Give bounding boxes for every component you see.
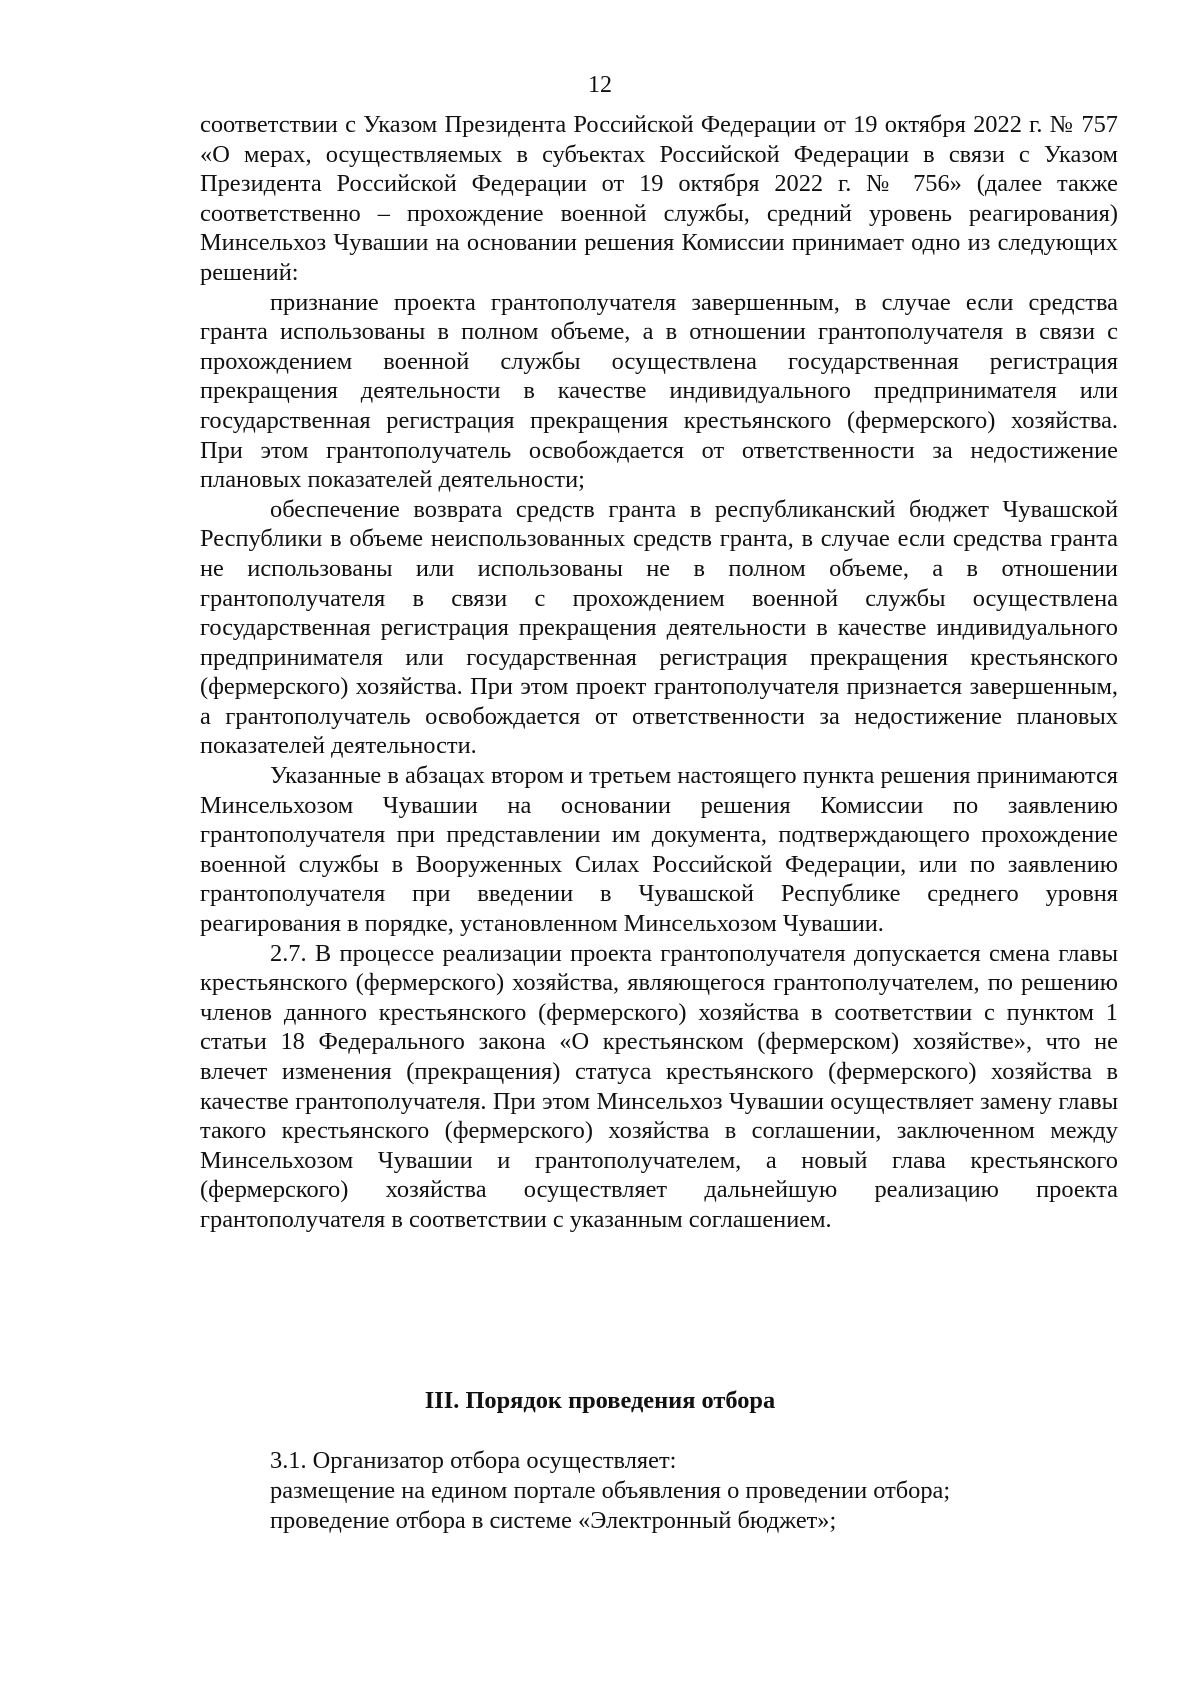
page-number: 12 xyxy=(588,72,612,98)
list-item: 3.1. Организатор отбора осуществляет: xyxy=(270,1447,677,1474)
paragraph-continuation: соответствии с Указом Президента Российской Федерации от 19 октября 2022 г. № 757 «О мерах, осуществляемых в субъектах Российской Федерации в связи с Указом Президента Российской Федерации от 19 октября 2022 г. № 756» (далее также соответственно – прохождение военной службы, средний уровень реагирования) Минсельхоз Чувашии на основании решения Комиссии принимает одно из следующих решений: xyxy=(200,111,1118,286)
paragraph-2-7: 2.7. В процессе реализации проекта грантополучателя допускается смена главы крестьянского (фермерского) хозяйства, являющегося грантополучателем, по решению членов данного крестьянского (фермерского) хозяйства в соответствии с пунктом 1 статьи 18 Федерального закона «О крестьянском (фермерском) хозяйстве», что не влечет изменения (прекращения) статуса крестьянского (фермерского) хозяйства в качестве грантополучателя. При этом Минсельхоз Чувашии осуществляет замену главы такого крестьянского (фермерского) хозяйства в соглашении, заключенном между Минсельхозом Чувашии и грантополучателем, а новый глава крестьянского (фермерского) хозяйства осуществляет дальнейшую реализацию проекта грантополучателя в соответствии с указанным соглашением. xyxy=(200,939,1118,1233)
section-heading: III. Порядок проведения отбора xyxy=(424,1387,776,1414)
paragraph-project-completion: признание проекта грантополучателя завершенным, в случае если средства гранта использованы в полном объеме, а в отношении грантополучателя в связи с прохождением военной службы осуществлена государственная регистрация прекращения деятельности в качестве индивидуального предпринимателя или государственная регистрация прекращения крестьянского (фермерского) хозяйства. При этом грантополучатель освобождается от ответственности за недостижение плановых показателей деятельности; xyxy=(200,288,1118,494)
list-item: проведение отбора в системе «Электронный бюджет»; xyxy=(270,1507,837,1534)
body-text xyxy=(200,110,1118,1235)
list-item: размещение на едином портале объявления о проведении отбора; xyxy=(270,1477,951,1504)
paragraph-grant-return: обеспечение возврата средств гранта в республиканский бюджет Чувашской Республики в объеме неиспользованных средств гранта, в случае если средства гранта не использованы или использованы не в полном объеме, а в отношении грантополучателя в связи с прохождением военной службы осуществлена государственная регистрация прекращения деятельности в качестве индивидуального предпринимателя или государственная регистрация прекращения крестьянского (фермерского) хозяйства. При этом проект грантополучателя признается завершенным, а грантополучатель освобождается от ответственности за недостижение плановых показателей деятельности. xyxy=(200,495,1118,760)
paragraph-decisions: Указанные в абзацах втором и третьем настоящего пункта решения принимаются Минсельхозом Чувашии на основании решения Комиссии по заявлению грантополучателя при представлении им документа, подтверждающего прохождение военной службы в Вооруженных Силах Российской Федерации, или по заявлению грантополучателя при введении в Чувашской Республике среднего уровня реагирования в порядке, установленном Минсельхозом Чувашии. xyxy=(200,762,1118,938)
section-list xyxy=(270,1446,1120,1536)
